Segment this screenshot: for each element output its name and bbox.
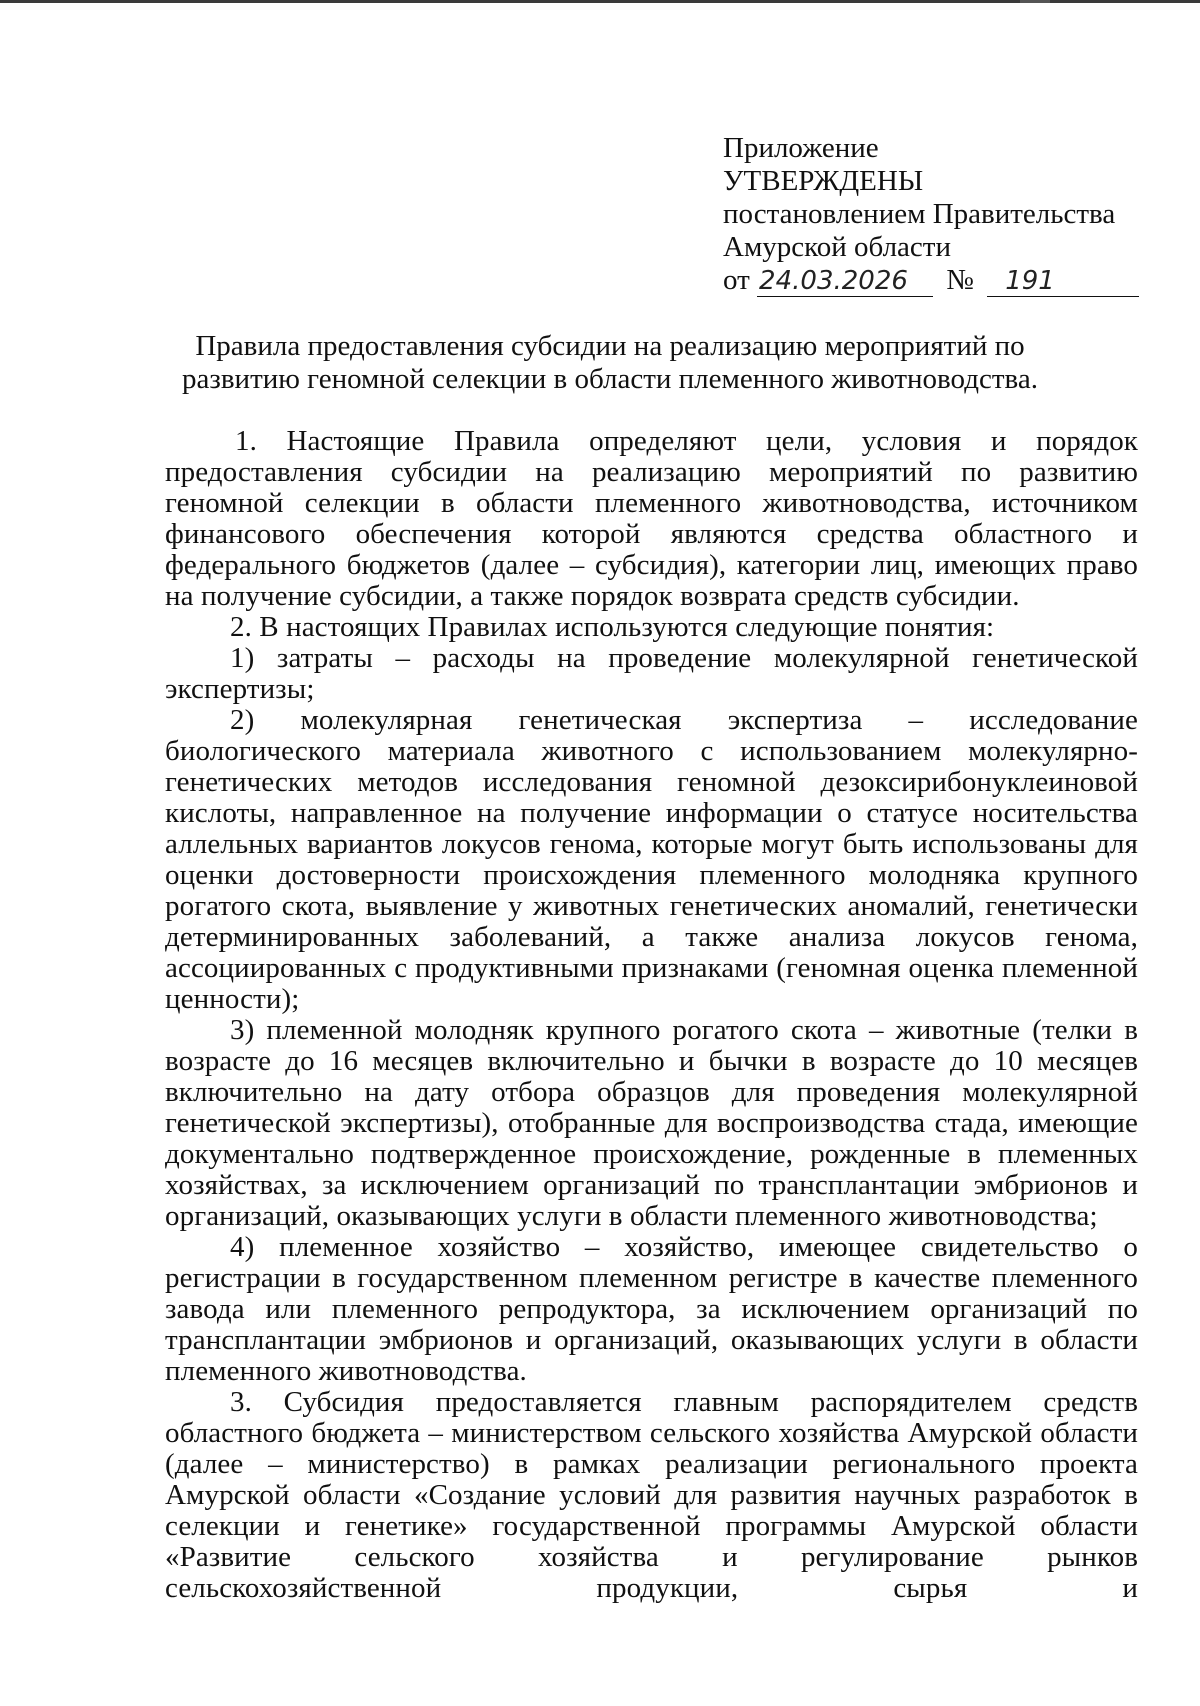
paragraph-2: 2. В настоящих Правилах используются следующие понятия:	[230, 611, 995, 643]
definition-4: 4) племенное хозяйство – хозяйство, имеющее свидетельство о регистрации в государственном племенном регистре в качестве племенного завода или племенного репродуктора, за исключением организаций по трансплантации эмбрионов и организаций, оказывающих услуги в области племенного животноводства.	[165, 1231, 1138, 1387]
approval-region-label: Амурской области	[723, 231, 951, 263]
number-sign: №	[946, 264, 974, 296]
handwritten-number: 191	[987, 266, 1139, 297]
paragraph-1: 1. Настоящие Правила определяют цели, условия и порядок предоставления субсидии на реализацию мероприятий по развитию геномной селекции в области племенного животноводства, источником финансового обеспечения которой являются средства областного и федерального бюджетов (далее – субсидия), категории лиц, имеющих право на получение субсидии, а также порядок возврата средств субсидии.	[165, 425, 1138, 612]
approval-appendix-label: Приложение	[723, 132, 879, 164]
definition-3: 3) племенной молодняк крупного рогатого скота – животные (телки в возрасте до 16 месяцев включительно и бычки в возрасте до 10 месяцев включительно на дату отбора образцов для проведения молекулярной генетической экспертизы), отобранные для воспроизводства стада, имеющие документально подтвержденное происхождение, рожденные в племенных хозяйствах, за исключением организаций по трансплантации эмбрионов и организаций, оказывающих услуги в области племенного животноводства;	[165, 1014, 1138, 1232]
date-prefix: от	[723, 264, 750, 296]
definition-1: 1) затраты – расходы на проведение молекулярной генетической экспертизы;	[165, 642, 1138, 705]
handwritten-date: 24.03.2026	[757, 266, 933, 297]
document-title: Правила предоставления субсидии на реализацию мероприятий по развитию геномной селекции в области племенного животноводства.	[182, 330, 1038, 395]
paragraph-3: 3. Субсидия предоставляется главным распорядителем средств областного бюджета – министерством сельского хозяйства Амурской области (далее – министерство) в рамках реализации регионального проекта Амурской области «Создание условий для развития научных разработок в селекции и генетике» государственной программы Амурской области «Развитие сельского хозяйства и регулирование рынков сельскохозяйственной продукции, сырья и	[165, 1386, 1138, 1604]
approval-block	[723, 132, 1139, 297]
definition-2: 2) молекулярная генетическая экспертиза – исследование биологического материала животного с использованием молекулярно-генетических методов исследования геномной дезоксирибонуклеиновой кислоты, направленное на получение информации о статусе носительства аллельных вариантов локусов генома, которые могут быть использованы для оценки достоверности происхождения племенного молодняка крупного рогатого скота, выявление у животных генетических аномалий, генетически детерминированных заболеваний, а также анализа локусов генома, ассоциированных с продуктивными признаками (геномная оценка племенной ценности);	[165, 704, 1138, 1015]
approval-approved-label: УТВЕРЖДЕНЫ	[723, 165, 924, 197]
document-body	[165, 426, 1138, 1604]
approval-date-number-line	[723, 264, 1139, 297]
scan-mark	[1020, 0, 1050, 3]
approval-resolution-label: постановлением Правительства	[723, 198, 1116, 230]
